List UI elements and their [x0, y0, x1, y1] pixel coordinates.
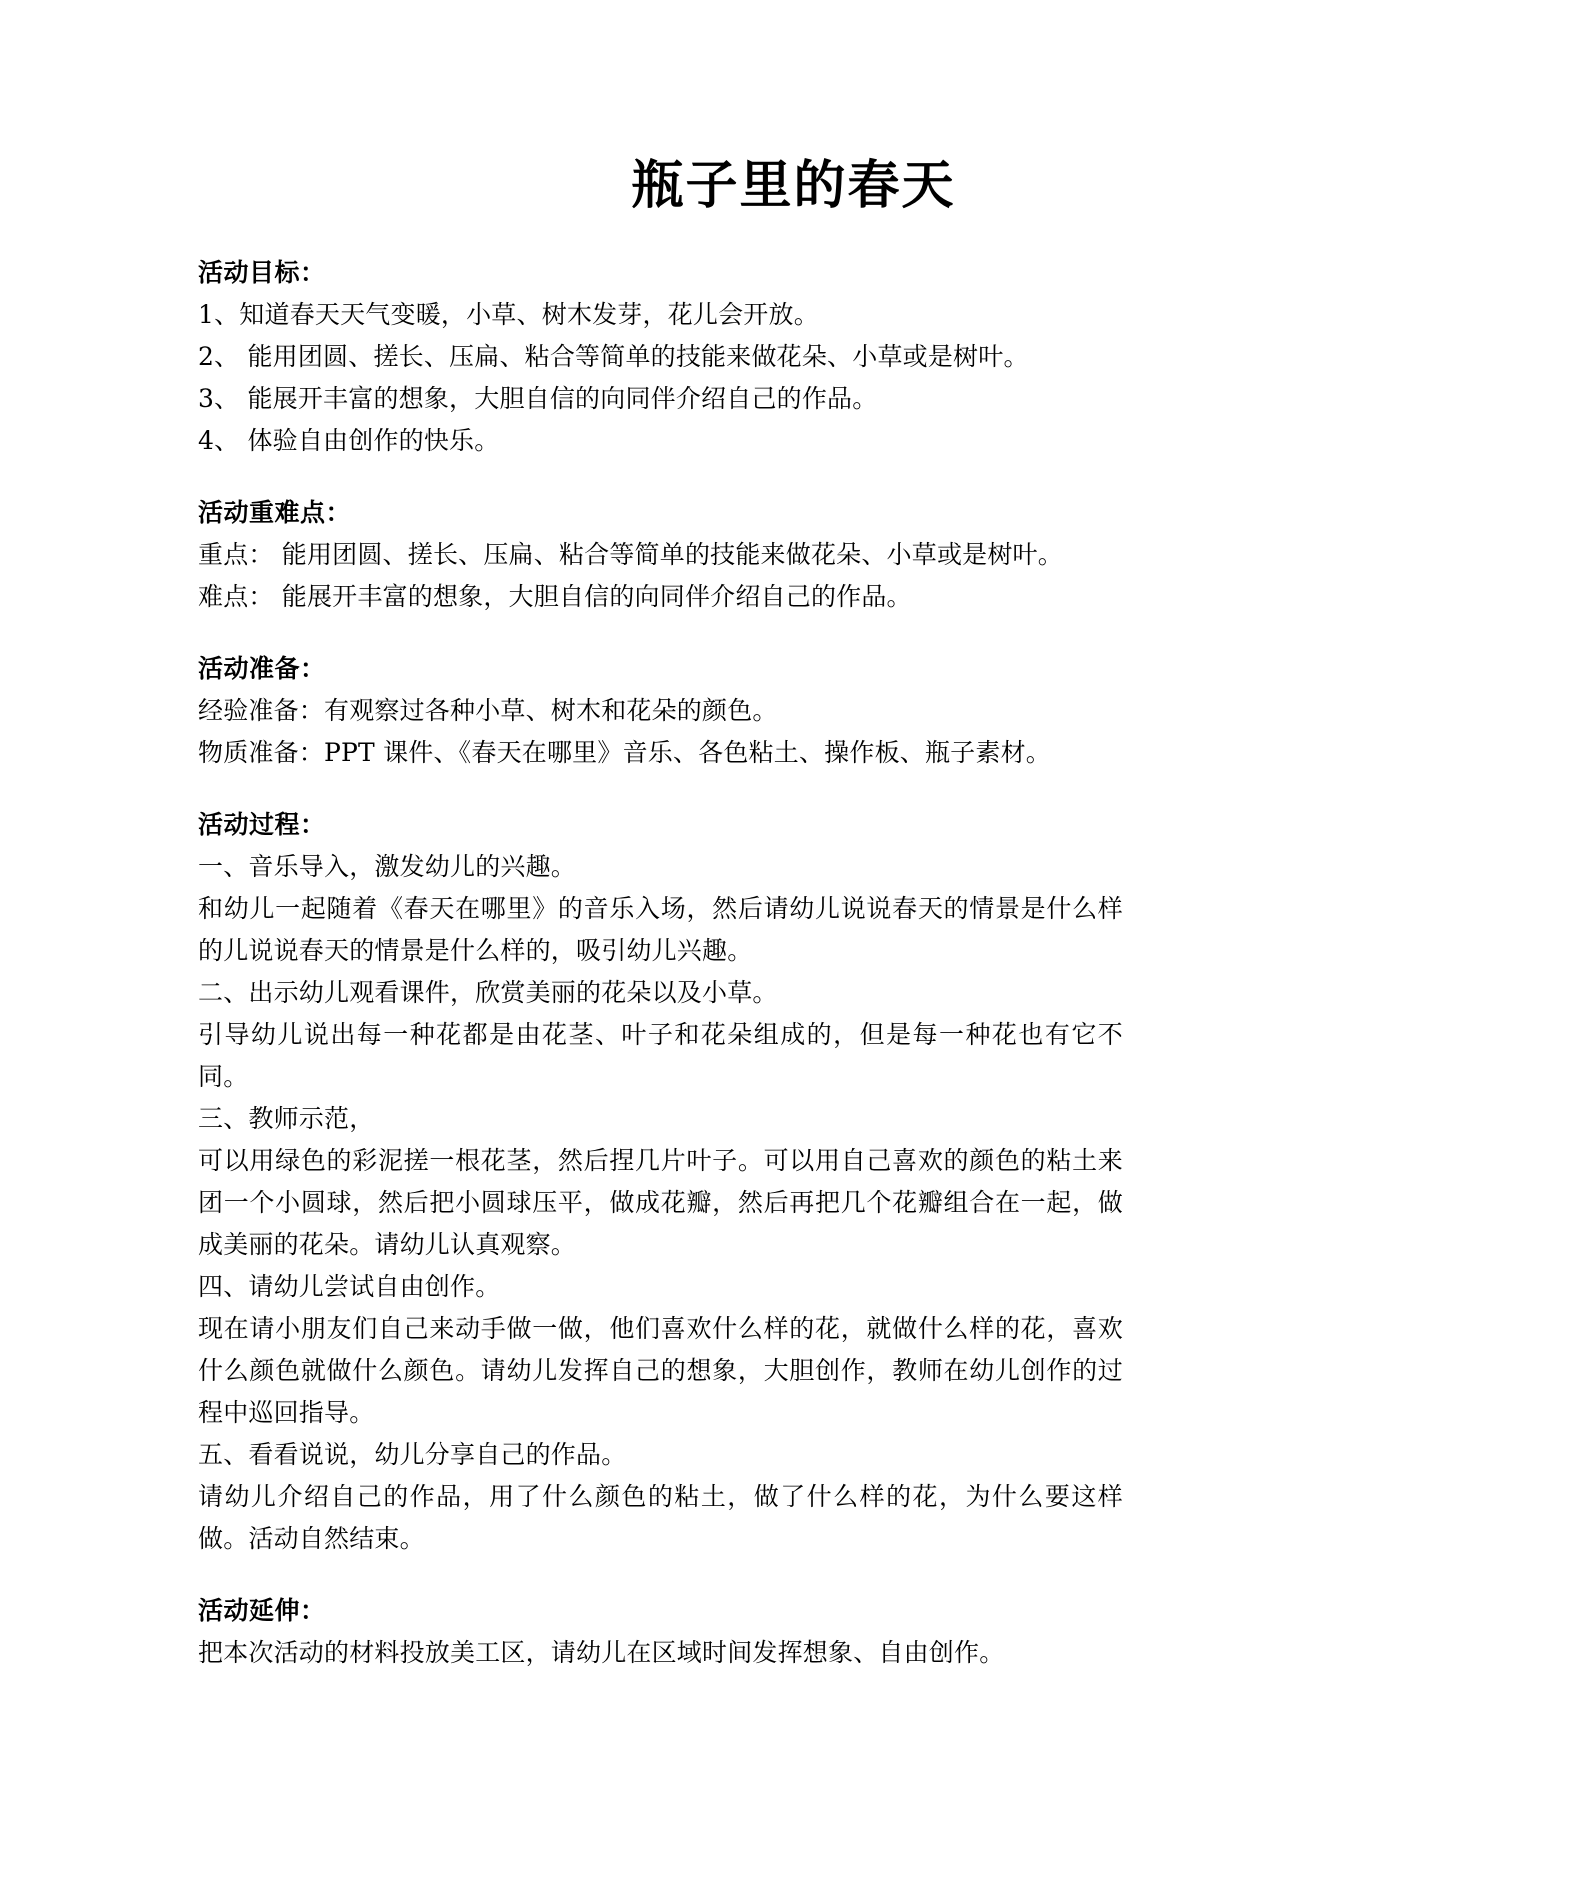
- process-step-4-title: 四、请幼儿尝试自由创作。: [198, 1272, 501, 1301]
- section-heading-extension: 活动延伸：: [198, 1596, 326, 1625]
- section-heading-objectives: 活动目标：: [198, 258, 326, 287]
- objective-item-3: 3、 能展开丰富的想象，大胆自信的向同伴介绍自己的作品。: [198, 384, 878, 413]
- objective-item-4: 4、 体验自由创作的快乐。: [198, 426, 500, 455]
- key-point-line: 重点： 能用团圆、搓长、压扁、粘合等简单的技能来做花朵、小草或是树叶。: [198, 540, 1063, 569]
- section-heading-process: 活动过程：: [198, 810, 326, 839]
- objective-item-1: 1、知道春天天气变暖，小草、树木发芽，花儿会开放。: [198, 300, 819, 329]
- extension-body: 把本次活动的材料投放美工区，请幼儿在区域时间发挥想象、自由创作。: [198, 1638, 1005, 1667]
- document-body: [198, 252, 1123, 1674]
- objective-item-2: 2、 能用团圆、搓长、压扁、粘合等简单的技能来做花朵、小草或是树叶。: [198, 342, 1029, 371]
- section-key-difficult: [198, 492, 1123, 618]
- section-objectives: [198, 252, 1123, 462]
- section-process: [198, 804, 1123, 1560]
- experience-preparation-line: 经验准备：有观察过各种小草、树木和花朵的颜色。: [198, 696, 778, 725]
- process-step-2-title: 二、出示幼儿观看课件，欣赏美丽的花朵以及小草。: [198, 978, 778, 1007]
- process-step-1-body: 和幼儿一起随着《春天在哪里》的音乐入场，然后请幼儿说说春天的情景是什么样的儿说说春天的情景是什么样的，吸引幼儿兴趣。: [198, 894, 1123, 965]
- process-step-5-body: 请幼儿介绍自己的作品，用了什么颜色的粘土，做了什么样的花，为什么要这样做。活动自然结束。: [198, 1482, 1123, 1553]
- process-step-1-title: 一、音乐导入，激发幼儿的兴趣。: [198, 852, 577, 881]
- difficult-point-line: 难点： 能展开丰富的想象，大胆自信的向同伴介绍自己的作品。: [198, 582, 912, 611]
- section-heading-key-difficult: 活动重难点：: [198, 498, 352, 527]
- process-step-2-body: 引导幼儿说出每一种花都是由花茎、叶子和花朵组成的，但是每一种花也有它不同。: [198, 1020, 1123, 1091]
- process-step-3-body: 可以用绿色的彩泥搓一根花茎，然后捏几片叶子。可以用自己喜欢的颜色的粘土来团一个小圆球，然后把小圆球压平，做成花瓣，然后再把几个花瓣组合在一起，做成美丽的花朵。请幼儿认真观察。: [198, 1146, 1123, 1259]
- process-step-5-title: 五、看看说说，幼儿分享自己的作品。: [198, 1440, 627, 1469]
- process-step-3-title: 三、教师示范，: [198, 1104, 375, 1133]
- section-preparation: [198, 648, 1123, 774]
- section-extension: [198, 1590, 1123, 1674]
- page-title: 瓶子里的春天: [631, 154, 956, 216]
- process-step-4-body: 现在请小朋友们自己来动手做一做，他们喜欢什么样的花，就做什么样的花，喜欢什么颜色就做什么颜色。请幼儿发挥自己的想象，大胆创作，教师在幼儿创作的过程中巡回指导。: [198, 1314, 1123, 1427]
- material-preparation-line: 物质准备：PPT 课件、《春天在哪里》音乐、各色粘土、操作板、瓶子素材。: [198, 738, 1051, 767]
- section-heading-preparation: 活动准备：: [198, 654, 326, 683]
